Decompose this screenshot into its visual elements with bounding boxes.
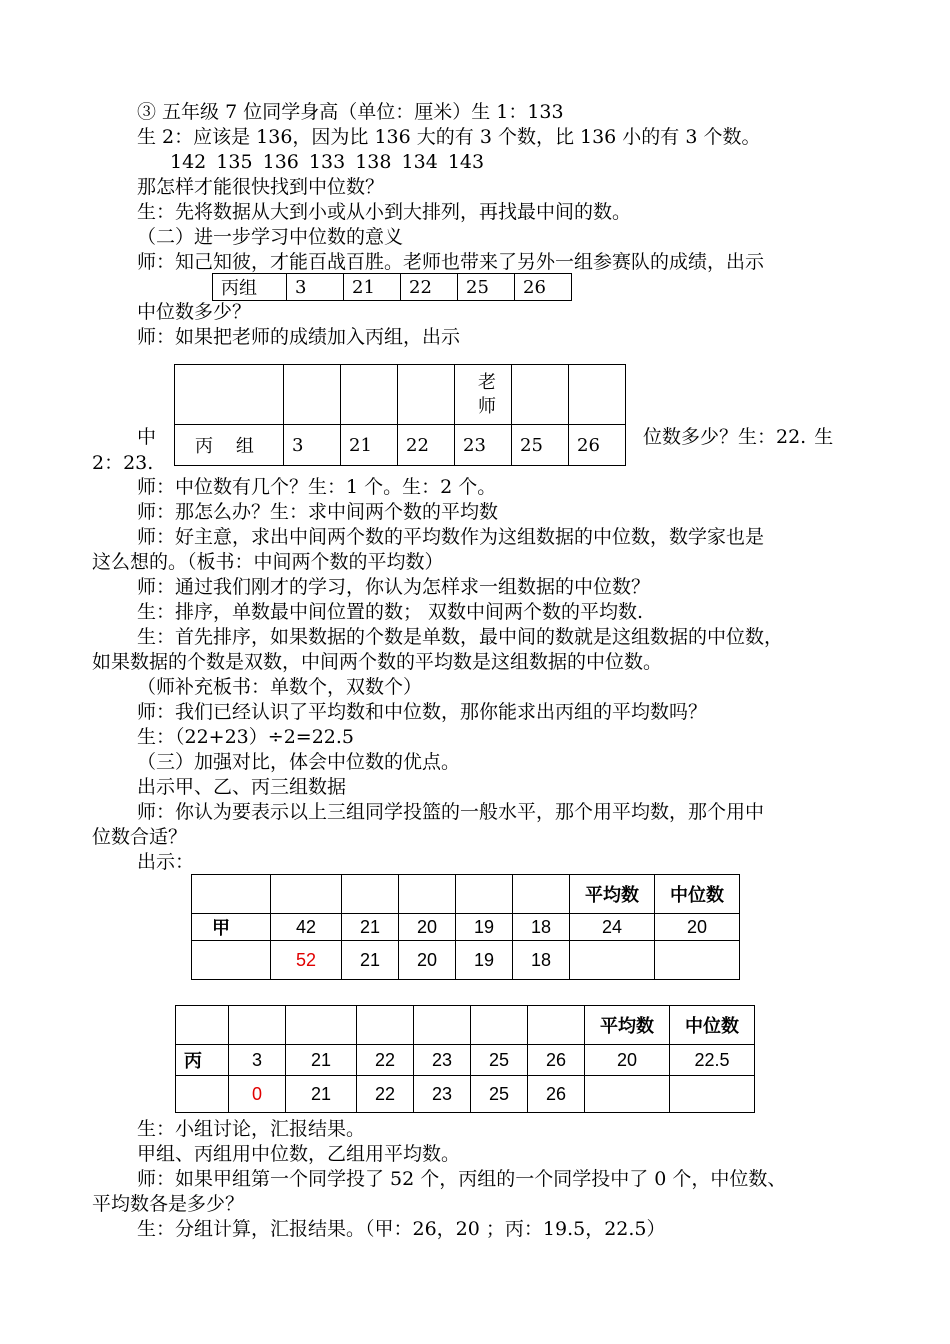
table-cell: 26 xyxy=(515,274,572,301)
table-cell xyxy=(284,365,341,425)
table-cell: 21 xyxy=(286,1076,357,1113)
mean-header: 平均数 xyxy=(570,875,655,914)
text-line: 生 2：应该是 136，因为比 136 大的有 3 个数，比 136 小的有 3 个数。 xyxy=(137,126,761,148)
table-cell: 23 xyxy=(414,1045,471,1076)
table-cell xyxy=(192,941,271,980)
section-heading: （三）加强对比，体会中位数的优点。 xyxy=(137,751,461,773)
table-bing-with-teacher xyxy=(174,364,626,466)
table-cell: 3 xyxy=(287,274,344,301)
table-cell: 18 xyxy=(513,941,570,980)
table-cell: 21 xyxy=(342,941,399,980)
table-cell: 25 xyxy=(471,1076,528,1113)
text-line: 如果数据的个数是双数，中间两个数的平均数是这组数据的中位数。 xyxy=(92,651,663,673)
table-cell: 21 xyxy=(344,274,401,301)
text-line: 那怎样才能很快找到中位数？ xyxy=(137,176,385,198)
table-cell xyxy=(655,941,740,980)
text-line: （师补充板书：单数个，双数个） xyxy=(137,676,423,698)
table-cell: 25 xyxy=(471,1045,528,1076)
table-cell xyxy=(456,875,513,914)
text-line: 位数多少？生：22. 生 xyxy=(643,426,834,448)
text-line: 出示： xyxy=(137,851,195,873)
table-cell xyxy=(528,1006,585,1045)
group-label: 丙 xyxy=(176,1045,229,1076)
table-cell: 22 xyxy=(357,1045,414,1076)
table-cell: 3 xyxy=(284,425,341,466)
text-line: 师：你认为要表示以上三组同学投篮的一般水平，那个用平均数，那个用中 xyxy=(137,801,765,823)
text-line: 中 xyxy=(137,426,157,448)
table-cell: 20 xyxy=(655,914,740,941)
text-line: 这么想的。（板书：中间两个数的平均数） xyxy=(92,551,444,573)
section-heading: （二）进一步学习中位数的意义 xyxy=(137,226,404,248)
table-cell xyxy=(192,875,271,914)
text-line: 师：那怎么办？生：求中间两个数的平均数 xyxy=(137,501,499,523)
text-line: 生：（22+23）÷2=22.5 xyxy=(137,726,355,748)
table-cell xyxy=(357,1006,414,1045)
text-line: 生：排序，单数最中间位置的数； 双数中间两个数的平均数. xyxy=(137,601,644,623)
median-header: 中位数 xyxy=(655,875,740,914)
table-cell xyxy=(341,365,398,425)
table-cell: 42 xyxy=(271,914,342,941)
table-cell: 26 xyxy=(569,425,626,466)
table-cell: 丙组 xyxy=(213,274,287,301)
changed-value-cell: 0 xyxy=(229,1076,286,1113)
text-line: 师：中位数有几个？生：1 个。生：2 个。 xyxy=(137,476,497,498)
table-cell xyxy=(399,875,456,914)
text-line: 师：我们已经认识了平均数和中位数，那你能求出丙组的平均数吗？ xyxy=(137,701,708,723)
table-cell: 23 xyxy=(455,425,512,466)
table-cell xyxy=(176,1006,229,1045)
table-cell: 3 xyxy=(229,1045,286,1076)
text-line: 生：首先排序，如果数据的个数是单数，最中间的数就是这组数据的中位数， xyxy=(137,626,784,648)
table-cell xyxy=(512,365,569,425)
table-cell: 19 xyxy=(456,914,513,941)
table-cell: 22 xyxy=(401,274,458,301)
table-cell: 丙 组 xyxy=(175,425,284,466)
text-line: ③ 五年级 7 位同学身高（单位：厘米）生 1：133 xyxy=(137,101,564,123)
table-bing-compare xyxy=(175,1005,755,1113)
table-cell xyxy=(570,941,655,980)
teacher-cell: 老 师 xyxy=(455,365,512,425)
table-cell xyxy=(471,1006,528,1045)
table-cell: 26 xyxy=(528,1076,585,1113)
table-jia-group xyxy=(191,874,740,980)
table-cell: 21 xyxy=(286,1045,357,1076)
table-cell xyxy=(414,1006,471,1045)
table-cell xyxy=(286,1006,357,1045)
text-line: 生：先将数据从大到小或从小到大排列，再找最中间的数。 xyxy=(137,201,632,223)
table-cell xyxy=(176,1076,229,1113)
table-cell xyxy=(271,875,342,914)
group-label: 甲 xyxy=(192,914,271,941)
text-line: 师：如果甲组第一个同学投了 52 个，丙组的一个同学投中了 0 个，中位数、 xyxy=(137,1168,787,1190)
table-cell: 26 xyxy=(528,1045,585,1076)
mean-header: 平均数 xyxy=(585,1006,670,1045)
text-line: 甲组、丙组用中位数，乙组用平均数。 xyxy=(137,1143,461,1165)
table-cell xyxy=(398,365,455,425)
table-bing-group xyxy=(212,273,572,301)
text-line: 平均数各是多少？ xyxy=(92,1193,245,1215)
table-cell xyxy=(342,875,399,914)
text-line: 中位数多少？ xyxy=(137,301,252,323)
table-cell xyxy=(569,365,626,425)
text-line: 师：好主意，求出中间两个数的平均数作为这组数据的中位数，数学家也是 xyxy=(137,526,765,548)
text-line: 生：分组计算，汇报结果。（甲：26，20 ；丙：19.5，22.5） xyxy=(137,1218,666,1240)
table-cell: 20 xyxy=(399,941,456,980)
text-line: 生：小组讨论，汇报结果。 xyxy=(137,1118,366,1140)
text-line: 2：23. xyxy=(92,452,154,474)
table-cell: 25 xyxy=(458,274,515,301)
table-cell: 21 xyxy=(342,914,399,941)
height-data-line: 142 135 136 133 138 134 143 xyxy=(170,151,485,173)
text-line: 师：知己知彼，才能百战百胜。老师也带来了另外一组参赛队的成绩，出示 xyxy=(137,251,765,273)
table-cell: 24 xyxy=(570,914,655,941)
table-cell: 22.5 xyxy=(670,1045,755,1076)
changed-value-cell: 52 xyxy=(271,941,342,980)
table-cell xyxy=(670,1076,755,1113)
table-cell xyxy=(229,1006,286,1045)
table-cell xyxy=(513,875,570,914)
text-line: 师：通过我们刚才的学习，你认为怎样求一组数据的中位数？ xyxy=(137,576,651,598)
table-cell xyxy=(585,1076,670,1113)
table-cell: 20 xyxy=(585,1045,670,1076)
text-line: 师：如果把老师的成绩加入丙组，出示 xyxy=(137,326,461,348)
table-cell: 23 xyxy=(414,1076,471,1113)
text-line: 位数合适？ xyxy=(92,826,188,848)
table-cell: 19 xyxy=(456,941,513,980)
table-cell xyxy=(175,365,284,425)
table-cell: 18 xyxy=(513,914,570,941)
table-cell: 25 xyxy=(512,425,569,466)
text-line: 出示甲、乙、丙三组数据 xyxy=(137,776,347,798)
table-cell: 22 xyxy=(357,1076,414,1113)
median-header: 中位数 xyxy=(670,1006,755,1045)
table-cell: 21 xyxy=(341,425,398,466)
table-cell: 22 xyxy=(398,425,455,466)
table-cell: 20 xyxy=(399,914,456,941)
